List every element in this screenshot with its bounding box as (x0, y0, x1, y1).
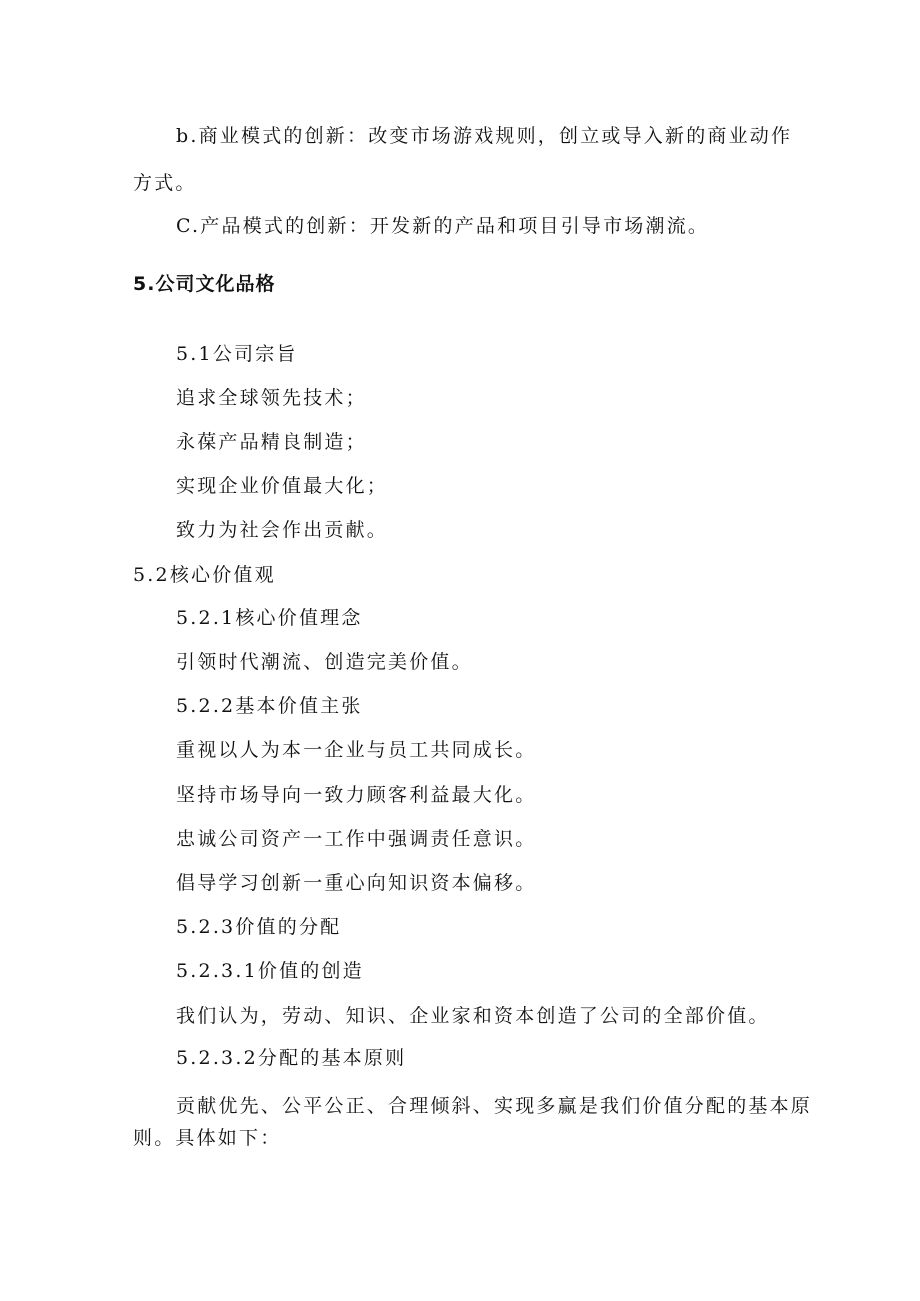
value-claim-4: 倡导学习创新一重心向知识资本偏移。 (176, 872, 537, 894)
subsection-5-2-1: 5.2.1核心价值理念 (176, 607, 363, 629)
purpose-item-4: 致力为社会作出贡献。 (176, 519, 389, 541)
core-value-text: 引领时代潮流、创造完美价值。 (176, 651, 473, 673)
value-creation-text: 我们认为，劳动、知识、企业家和资本创造了公司的全部价值。 (176, 1005, 770, 1027)
subsection-5-2-3: 5.2.3价值的分配 (176, 916, 342, 938)
section-heading-5: 5.公司文化品格 (133, 273, 276, 295)
paragraph-b-line1: b.商业模式的创新：改变市场游戏规则，创立或导入新的商业动作 (176, 125, 793, 147)
value-claim-2: 坚持市场导向一致力顾客利益最大化。 (176, 784, 537, 806)
subsection-5-1: 5.1公司宗旨 (176, 343, 298, 365)
subsection-5-2-3-2: 5.2.3.2分配的基本原则 (176, 1047, 407, 1069)
distribution-principle-line1: 贡献优先、公平公正、合理倾斜、实现多赢是我们价值分配的基本原 (176, 1095, 813, 1117)
value-claim-1: 重视以人为本一企业与员工共同成长。 (176, 739, 537, 761)
subsection-5-2-2: 5.2.2基本价值主张 (176, 695, 363, 717)
paragraph-c: C.产品模式的创新：开发新的产品和项目引导市场潮流。 (176, 215, 710, 237)
purpose-item-2: 永葆产品精良制造； (176, 431, 367, 453)
distribution-principle-line2: 则。具体如下： (133, 1127, 282, 1149)
purpose-item-1: 追求全球领先技术； (176, 387, 367, 409)
value-claim-3: 忠诚公司资产一工作中强调责任意识。 (176, 828, 537, 850)
paragraph-b-line2: 方式。 (133, 172, 197, 194)
subsection-5-2: 5.2核心价值观 (133, 564, 276, 586)
subsection-5-2-3-1: 5.2.3.1价值的创造 (176, 960, 364, 982)
purpose-item-3: 实现企业价值最大化； (176, 475, 389, 497)
